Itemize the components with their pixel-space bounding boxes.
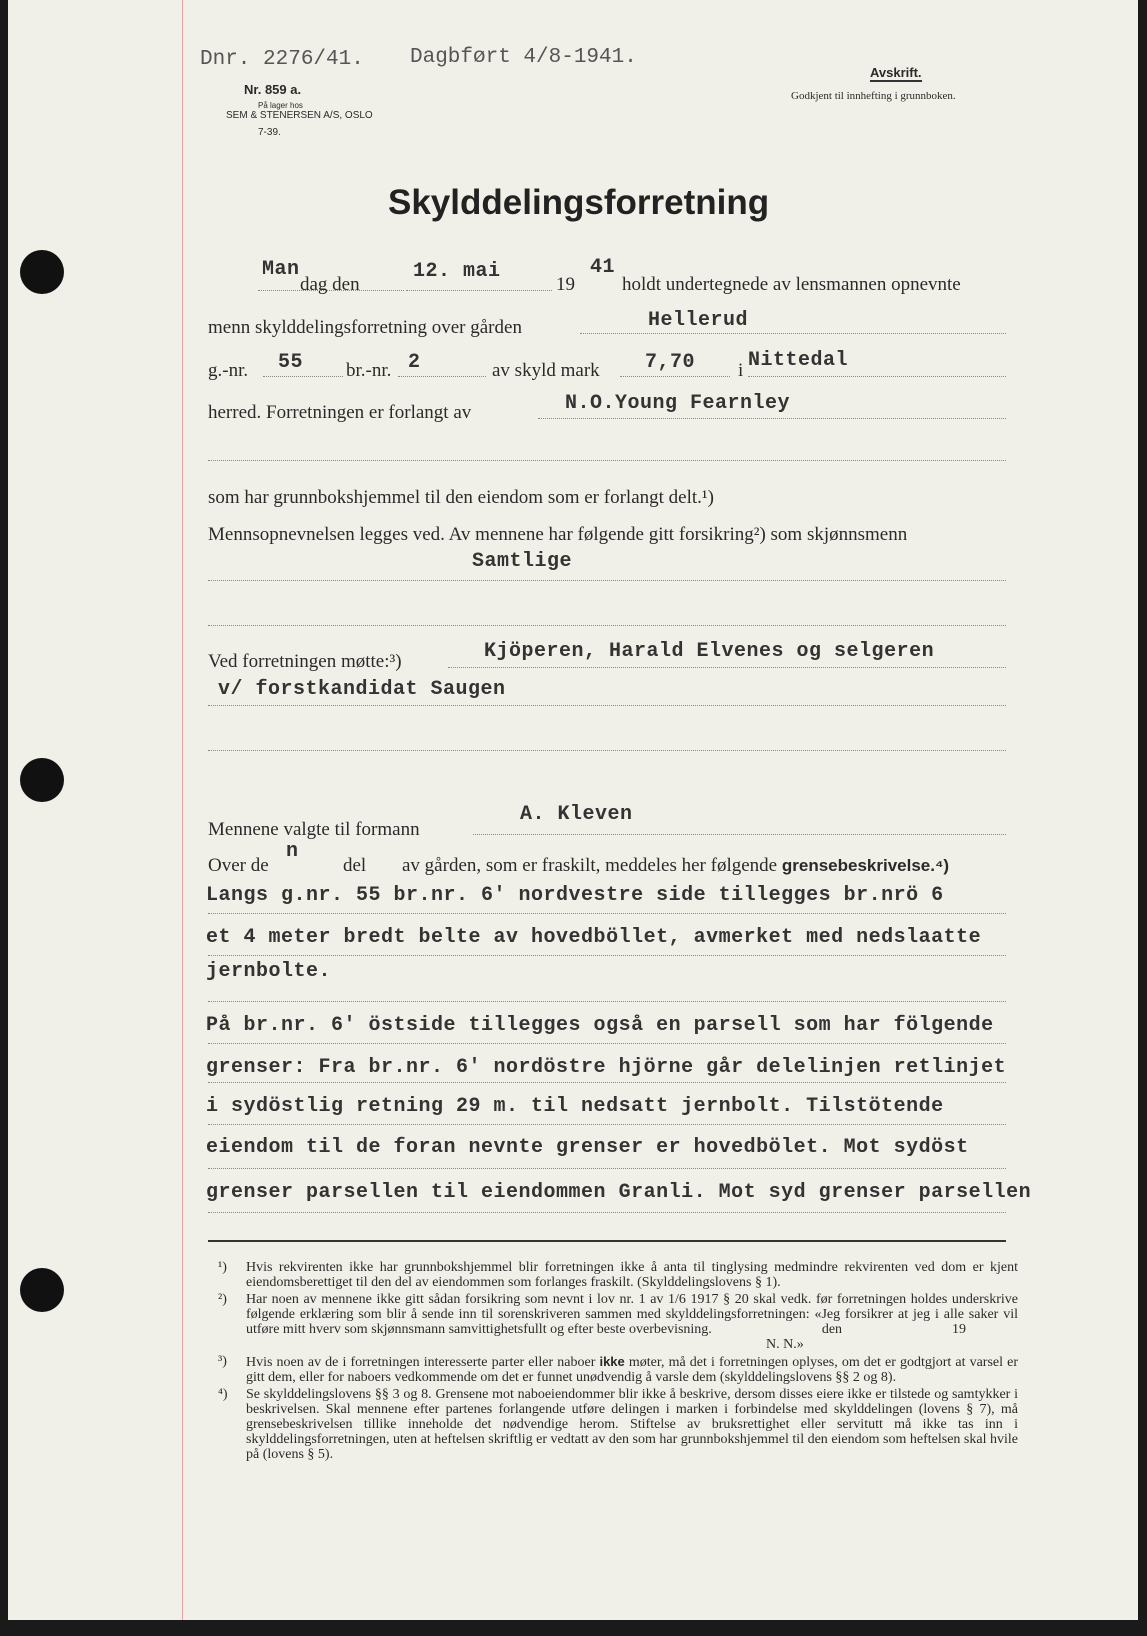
page-title: Skylddelingsforretning <box>388 183 770 222</box>
gnr-label: g.-nr. <box>208 360 249 381</box>
footnote-1: ¹) Hvis rekvirenten ikke har grunnbokshjemmel blir forretningen ikke å anta til tinglysing medmindre rekvirenten ved dom er kjent eiendomsberettiget til den del av eiendommen som forlanges fraskilt. (Skylddelingslovens § 1). <box>218 1260 1018 1290</box>
punch-hole <box>20 1268 64 1312</box>
journal-number: Dnr. 2276/41. <box>200 48 364 71</box>
formann-label: Mennene valgte til formann <box>208 819 420 840</box>
mennsopnevnelse-line: Mennsopnevnelsen legges ved. Av mennene har følgende gitt forsikring²) som skjønnsmenn <box>208 524 908 545</box>
approval-note: Godkjent til innhefting i grunnboken. <box>791 90 956 102</box>
publisher-line: På lager hos <box>258 101 303 110</box>
over-de-typed: n <box>286 840 299 863</box>
margin-line <box>182 0 183 1620</box>
year-prefix: 19 <box>556 274 575 295</box>
description-line: et 4 meter bredt belte av hovedböllet, avmerket med nedslaatte <box>206 926 982 949</box>
form-number: Nr. 859 a. <box>244 82 302 97</box>
i-label: i <box>738 360 744 381</box>
motte-typed-2: v/ forstkandidat Saugen <box>218 678 506 701</box>
municipality-typed: Nittedal <box>748 349 849 372</box>
description-line: grenser: Fra br.nr. 6' nordöstre hjörne går delelinjen retlinjet <box>206 1056 1007 1079</box>
registration-date: Dagbført 4/8-1941. <box>410 46 637 69</box>
footnote-rule <box>208 1240 1006 1242</box>
weekday-typed: Man <box>262 258 300 281</box>
line1-text: holdt undertegnede av lensmannen opnevnte <box>622 274 961 295</box>
farm-typed: Hellerud <box>648 309 749 332</box>
motte-typed-1: Kjöperen, Harald Elvenes og selgeren <box>484 640 935 663</box>
bnr-typed: 2 <box>408 351 421 374</box>
description-line: jernbolte. <box>206 960 332 983</box>
punch-hole <box>20 758 64 802</box>
footnote-2: ²) Har noen av mennene ikke gitt sådan forsikring som nevnt i lov nr. 1 av 1/6 1917 § 20 skal vedk. før forretningen holdes underskrive følgende erklæring som blir å sende inn til sorenskriveren sammen med skylddelingsforretningen: «Jeg forsikrer at jeg i alle saker vil utføre mitt hverv som skjønnsmann samvittighetsfullt og efter beste overbevisning. den 19 N. N.» <box>218 1292 1018 1352</box>
forsikring-typed: Samtlige <box>472 550 573 573</box>
del-label: del <box>343 855 367 876</box>
document-page <box>8 0 1138 1620</box>
description-line: grenser parsellen til eiendommen Granli. Mot syd grenser parsellen <box>206 1181 1032 1204</box>
skyld-label: av skyld mark <box>492 360 600 381</box>
form-edition: 7-39. <box>258 127 281 138</box>
footnote-4: ⁴) Se skylddelingslovens §§ 3 og 8. Grensene mot naboeiendommer blir ikke å beskrive, dersom disses eiere ikke er tilstede og samtykker i beskrivelsen. Skal mennene efter partenes forlangende utføre delingen i marken i forbindelse med skylddelingen (lovens § 7), må grensebeskrivelsen tillike inneholde det nødvendige herom. Stiftelse av bruksrettighet eller servitutt må ikke tas inn i skylddelingsforretningen, uten at heftelsen skriftlig er vedtatt av den som har grunnbokshjemmel til den eiendom som heftelsen skal hvile på (lovens § 5). <box>218 1387 1018 1462</box>
date-typed: 12. mai <box>413 260 501 283</box>
hjemmel-line: som har grunnbokshjemmel til den eiendom som er forlangt delt.¹) <box>208 487 714 508</box>
herred-label: herred. Forretningen er forlangt av <box>208 402 472 423</box>
over-de-label: Over de <box>208 855 269 876</box>
gnr-typed: 55 <box>278 351 304 374</box>
description-line: På br.nr. 6' östside tillegges også en parsell som har fölgende <box>206 1014 994 1037</box>
publisher-name: SEM & STENERSEN A/S, OSLO <box>226 110 373 121</box>
skyld-typed: 7,70 <box>645 351 696 374</box>
bnr-label: br.-nr. <box>346 360 392 381</box>
footnote-3: ³) Hvis noen av de i forretningen interesserte parter eller naboer ikke møter, må det i forretningen oplyses, om det er godtgjort at varsel er gitt dem, eller for naboers vedkommende om det er funnet unødvendig å varsle dem (skylddelingslovens §§ 2 og 8). <box>218 1354 1018 1385</box>
description-line: i sydöstlig retning 29 m. til nedsatt jernbolt. Tilstötende <box>206 1095 944 1118</box>
requester-typed: N.O.Young Fearnley <box>565 392 791 415</box>
farm-label: menn skylddelingsforretning over gården <box>208 317 522 338</box>
motte-label: Ved forretningen møtte:³) <box>208 651 402 672</box>
formann-typed: A. Kleven <box>520 803 633 826</box>
description-line: Langs g.nr. 55 br.nr. 6' nordvestre side tillegges br.nrö 6 <box>206 884 944 907</box>
footnotes <box>218 1260 1018 1464</box>
dag-den-label: dag den <box>300 274 360 295</box>
copy-label: Avskrift. <box>870 65 922 80</box>
year-typed: 41 <box>590 256 616 279</box>
grense-label: av gården, som er fraskilt, meddeles her følgende grensebeskrivelse.⁴) <box>402 855 950 876</box>
description-line: eiendom til de foran nevnte grenser er hovedbölet. Mot sydöst <box>206 1136 969 1159</box>
punch-hole <box>20 250 64 294</box>
